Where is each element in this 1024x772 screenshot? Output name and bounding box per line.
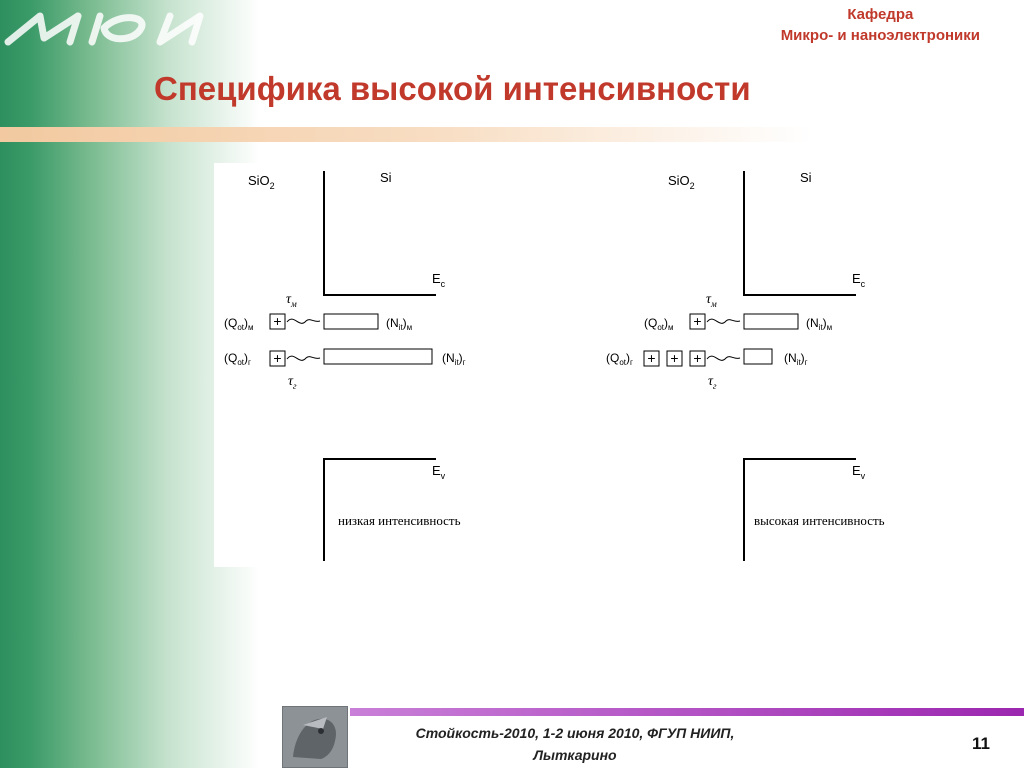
plus-sign: + (670, 350, 679, 366)
qot-m-label: $(Q_{ot})_м$ (224, 316, 254, 332)
plus-sign: + (273, 350, 282, 366)
page-number: 11 (972, 734, 990, 753)
caption-high-intensity: высокая интенсивность (754, 513, 885, 528)
nit-g-level (744, 349, 772, 364)
mifi-logo (0, 8, 240, 48)
slide-title: Специфика высокой интенсивности (154, 70, 751, 107)
footer-line-1: Стойкость-2010, 1-2 июня 2010, ФГУП НИИП, (415, 725, 735, 741)
nit-g-level (324, 349, 432, 364)
nit-g-label: $(N_{it})_г$ (442, 351, 466, 367)
department-label (781, 4, 980, 46)
footer-text (360, 722, 790, 766)
qot-m-label: $(Q_{ot})_м$ (644, 316, 674, 332)
ev-label: $E_v$ (432, 463, 446, 481)
conduction-band-edge (324, 171, 436, 295)
panel-low-intensity (214, 163, 516, 567)
tau-m-label: $\tau_м$ (706, 292, 717, 309)
ec-label: $E_c$ (432, 271, 446, 289)
si-label: Si (380, 170, 392, 185)
title-underline-bar (0, 127, 812, 142)
band-diagram-low (214, 163, 516, 567)
tau-g-label: $\tau_г$ (708, 374, 717, 391)
ev-label: $E_v$ (852, 463, 866, 481)
plus-sign: + (693, 350, 702, 366)
nit-m-level (744, 314, 798, 329)
sio2-label: SiO$_2$ (668, 173, 695, 191)
qot-g-label: $(Q_{ot})_г$ (606, 351, 633, 367)
panel-high-intensity (606, 163, 936, 567)
tunnel-wave (707, 356, 740, 360)
footer-line-2: Лыткарино (533, 747, 617, 763)
nit-g-label: $(N_{it})_г$ (784, 351, 808, 367)
valence-band-edge (744, 459, 856, 561)
footer-accent-bar (350, 708, 1024, 716)
department-line-1: Кафедра (847, 6, 914, 23)
tunnel-wave (287, 356, 320, 360)
ec-label: $E_c$ (852, 271, 866, 289)
tunnel-wave (707, 319, 740, 323)
plus-sign: + (647, 350, 656, 366)
qot-g-label: $(Q_{ot})_г$ (224, 351, 251, 367)
tau-m-label: $\tau_м$ (286, 292, 297, 309)
nit-m-label: $(N_{it})_м$ (386, 316, 413, 332)
si-label: Si (800, 170, 812, 185)
band-diagram-high (606, 163, 936, 567)
nit-m-label: $(N_{it})_м$ (806, 316, 833, 332)
department-line-2: Микро- и наноэлектроники (780, 27, 980, 44)
valence-band-edge (324, 459, 436, 561)
tau-g-label: $\tau_г$ (288, 374, 297, 391)
sio2-label: SiO$_2$ (248, 173, 275, 191)
caption-low-intensity: низкая интенсивность (338, 513, 461, 528)
plus-sign: + (273, 313, 282, 329)
emblem-image (282, 706, 348, 768)
conduction-band-edge (744, 171, 856, 295)
plus-sign: + (693, 313, 702, 329)
tunnel-wave (287, 319, 320, 323)
nit-m-level (324, 314, 378, 329)
